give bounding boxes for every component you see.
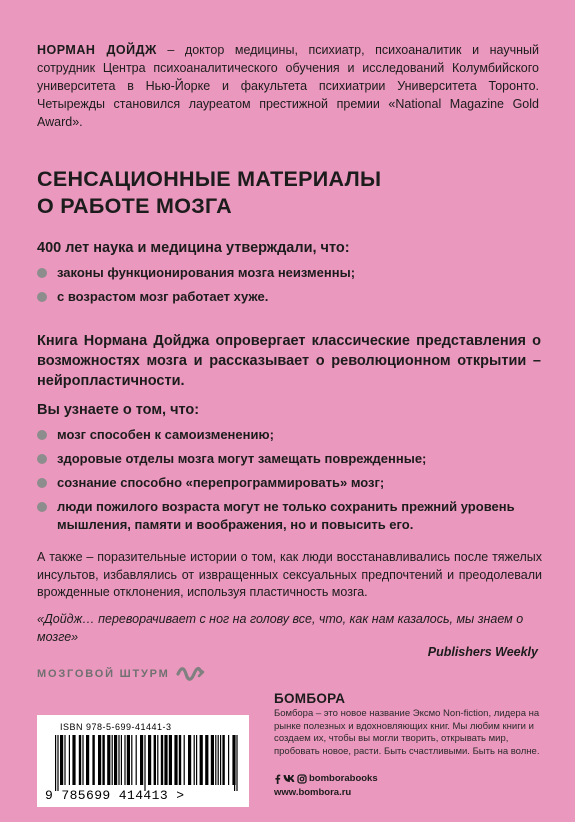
bullet-icon [37, 430, 47, 440]
headline-line-2: О РАБОТЕ МОЗГА [37, 194, 232, 218]
isbn-text: ISBN 978-5-699-41441-3 [60, 722, 172, 732]
barcode-bar [57, 735, 58, 791]
barcode-bar [72, 735, 75, 785]
barcode-bar [188, 735, 191, 785]
barcode-bar [140, 735, 143, 785]
bullet-icon [37, 292, 47, 302]
claims-lead: 400 лет наука и медицина утверждали, что: [37, 240, 350, 256]
barcode-bar [55, 735, 56, 791]
list-item: здоровые отделы мозга могут замещать поврежденные; [37, 450, 537, 468]
author-bio-text: – доктор медицины, психиатр, психоаналитик и научный сотрудник Центра психоаналитического обучения и исследований Колумбийского университета в Нью-Йорке и факультета психиатрии Университета Торонто. Четырежды становился лауреатом престижной премии «National Magazine Gold Award». [37, 43, 539, 129]
social-links[interactable] [274, 773, 378, 784]
barcode-bar [102, 735, 104, 785]
barcode-bar [236, 735, 237, 791]
bullet-icon [37, 478, 47, 488]
barcode-bar [144, 735, 145, 791]
barcode-bar [194, 735, 195, 785]
publisher-logo: БОМБОРА [274, 691, 346, 706]
barcode-bar [69, 735, 70, 785]
headline [37, 166, 457, 220]
barcode-bar [161, 735, 163, 785]
list-item: законы функционирования мозга неизменны; [37, 264, 537, 282]
learn-lead: Вы узнаете о том, что: [37, 402, 200, 418]
barcode-bar [169, 735, 172, 785]
barcode [37, 715, 249, 807]
barcode-bar [220, 735, 221, 785]
barcode-bar [196, 735, 197, 785]
barcode-bar [228, 735, 229, 785]
barcode-bar [205, 735, 208, 785]
barcode-bar [154, 735, 156, 785]
learn-list [37, 426, 537, 534]
list-item: мозг способен к самоизменению; [37, 426, 537, 444]
barcode-bar [121, 735, 122, 785]
author-bio [37, 41, 539, 131]
barcode-bar [200, 735, 203, 785]
claims-section [37, 238, 537, 306]
facebook-icon[interactable] [274, 774, 281, 784]
barcode-bar [118, 735, 119, 785]
list-item: люди пожилого возраста могут не только сохранить прежний уровень мышления, памяти и воображения, но и повысить его. [37, 498, 537, 534]
barcode-bar [60, 735, 63, 785]
barcode-bar [82, 735, 83, 785]
barcode-bar [148, 735, 151, 785]
barcode-bar [218, 735, 219, 785]
bullet-icon [37, 454, 47, 464]
also-paragraph: А также – поразительные истории о том, как люди восстанавливались после тяжелых инсультов, избавлялись от извращенных сексуальных предпочтений и преодолевали врожденные отклонения, используя пластичность мозга. [37, 550, 542, 599]
barcode-bar [174, 735, 177, 785]
barcode-bar [64, 735, 65, 785]
barcode-bar [222, 735, 224, 785]
series-mark [37, 664, 206, 684]
review-quote: «Дойдж… переворачивает с ног на голову все, что, как нам казалось, мы знаем о мозге» [37, 612, 524, 644]
barcode-number: 9 785699 414413 > [45, 788, 185, 803]
bullet-icon [37, 502, 47, 512]
author-name: НОРМАН ДОЙДЖ [37, 43, 157, 57]
instagram-icon[interactable] [297, 774, 307, 784]
barcode-bar [98, 735, 101, 785]
series-label: МОЗГОВОЙ ШТУРМ [37, 668, 170, 680]
social-handle[interactable]: bomborabooks [309, 773, 378, 784]
bullet-icon [37, 268, 47, 278]
barcode-bar [184, 735, 185, 785]
barcode-bar [127, 735, 130, 785]
barcode-bar [92, 735, 94, 785]
barcode-bar [164, 735, 167, 785]
headline-line-1: СЕНСАЦИОННЫЕ МАТЕРИАЛЫ [37, 167, 382, 191]
brainwave-icon [176, 665, 206, 683]
website-link[interactable]: www.bombora.ru [274, 787, 352, 798]
barcode-bar [131, 735, 132, 785]
list-item: с возрастом мозг работает хуже. [37, 288, 537, 306]
vk-icon[interactable] [283, 774, 295, 783]
list-item: сознание способно «перепрограммировать» мозг; [37, 474, 537, 492]
barcode-bar [107, 735, 110, 785]
barcode-bar [215, 735, 216, 785]
book-summary: Книга Нормана Дойджа опровергает классические представления о возможностях мозга и рассказывает о революционном открытии – нейропластичности. [37, 333, 541, 389]
learn-section [37, 400, 537, 534]
barcode-bar [211, 735, 214, 785]
review-source: Publishers Weekly [427, 645, 538, 659]
barcode-bar [79, 735, 81, 785]
barcode-bar [157, 735, 158, 785]
barcode-bar [124, 735, 125, 785]
barcode-bar [112, 735, 113, 785]
publisher-description: Бомбора – это новое название Эксмо Non-fiction, лидера на рынке полезных и вдохновляющих книг. Мы любим книги и создаем их, чтобы вы могли творить, открывать мир, пробовать новое, расти. Быть счастливыми. Быть на волне. [274, 708, 540, 757]
barcode-bar [179, 735, 181, 785]
barcode-bar [114, 735, 117, 785]
claims-list [37, 264, 537, 306]
barcode-bar [86, 735, 89, 785]
barcode-bar [234, 735, 235, 791]
barcode-bar [136, 735, 137, 785]
